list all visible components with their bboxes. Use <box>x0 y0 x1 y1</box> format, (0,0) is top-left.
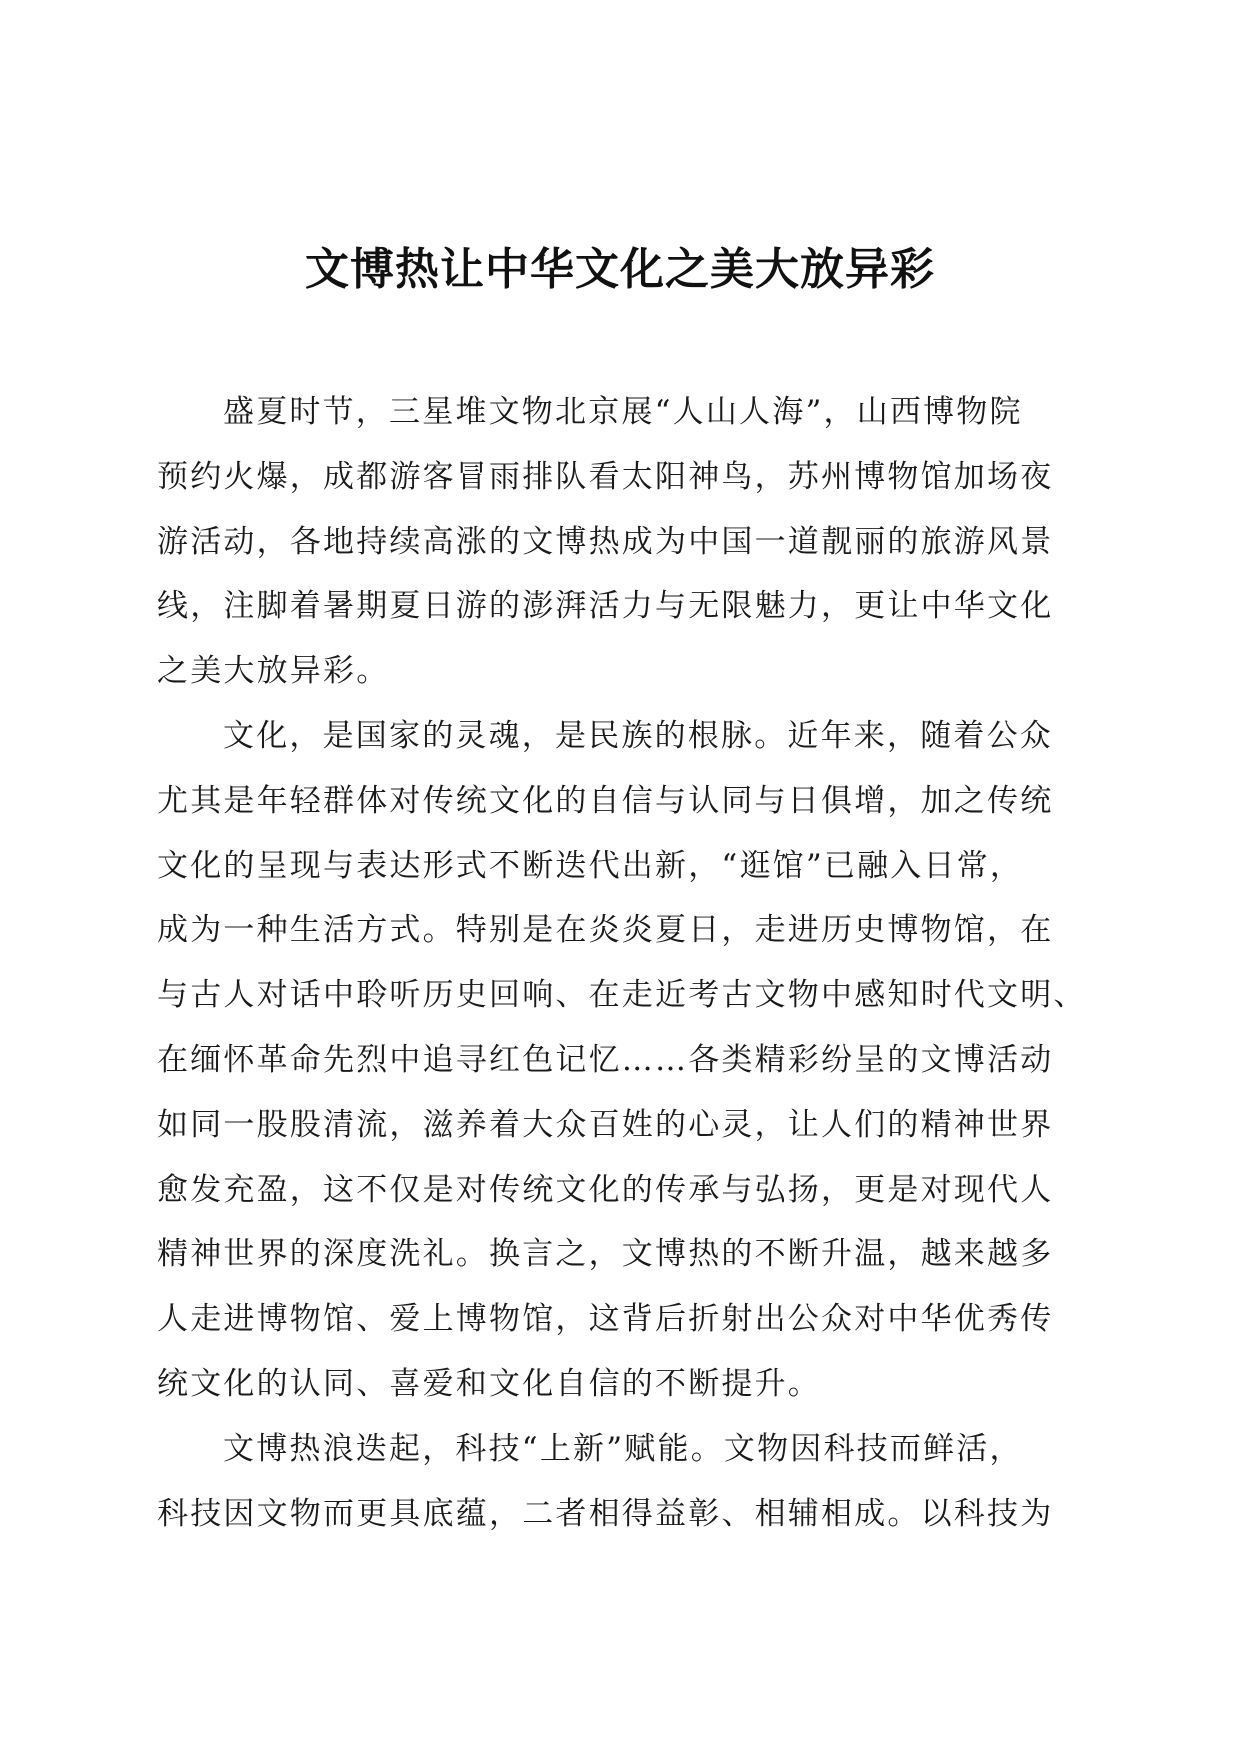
text-line: 科技因文物而更具底蕴，二者相得益彰、相辅相成。以科技为 <box>157 1495 1054 1532</box>
text-line: 在缅怀革命先烈中追寻红色记忆……各类精彩纷呈的文博活动 <box>157 1041 1054 1078</box>
text-line: 预约火爆，成都游客冒雨排队看太阳神鸟，苏州博物馆加场夜 <box>157 458 1054 495</box>
text-line: 文化，是国家的灵魂，是民族的根脉。近年来，随着公众 <box>223 717 1053 754</box>
document-body <box>157 380 1092 1546</box>
text-line: 盛夏时节，三星堆文物北京展“人山人海”，山西博物院 <box>223 394 1023 430</box>
text-line: 线，注脚着暑期夏日游的澎湃活力与无限魅力，更让中华文化 <box>157 588 1054 625</box>
text-line: 成为一种生活方式。特别是在炎炎夏日，走进历史博物馆，在 <box>157 912 1054 949</box>
document-title: 文博热让中华文化之美大放异彩 <box>305 244 935 295</box>
text-line: 之美大放异彩。 <box>157 653 390 690</box>
text-line: 文化的呈现与表达形式不断迭代出新，“逛馆”已融入日常， <box>157 847 1024 884</box>
text-line: 愈发充盈，这不仅是对传统文化的传承与弘扬，更是对现代人 <box>157 1171 1054 1208</box>
text-line: 游活动，各地持续高涨的文博热成为中国一道靓丽的旅游风景 <box>157 523 1054 560</box>
text-line: 与古人对话中聆听历史回响、在走近考古文物中感知时代文明、 <box>157 977 1087 1014</box>
text-line: 统文化的认同、喜爱和文化自信的不断提升。 <box>157 1365 821 1402</box>
text-line: 尤其是年轻群体对传统文化的自信与认同与日俱增，加之传统 <box>157 782 1054 819</box>
text-line: 如同一股股清流，滋养着大众百姓的心灵，让人们的精神世界 <box>157 1106 1054 1143</box>
text-line: 人走进博物馆、爱上博物馆，这背后折射出公众对中华优秀传 <box>157 1301 1054 1338</box>
text-line: 文博热浪迭起，科技“上新”赋能。文物因科技而鲜活， <box>223 1430 1023 1467</box>
text-line: 精神世界的深度洗礼。换言之，文博热的不断升温，越来越多 <box>157 1236 1054 1273</box>
